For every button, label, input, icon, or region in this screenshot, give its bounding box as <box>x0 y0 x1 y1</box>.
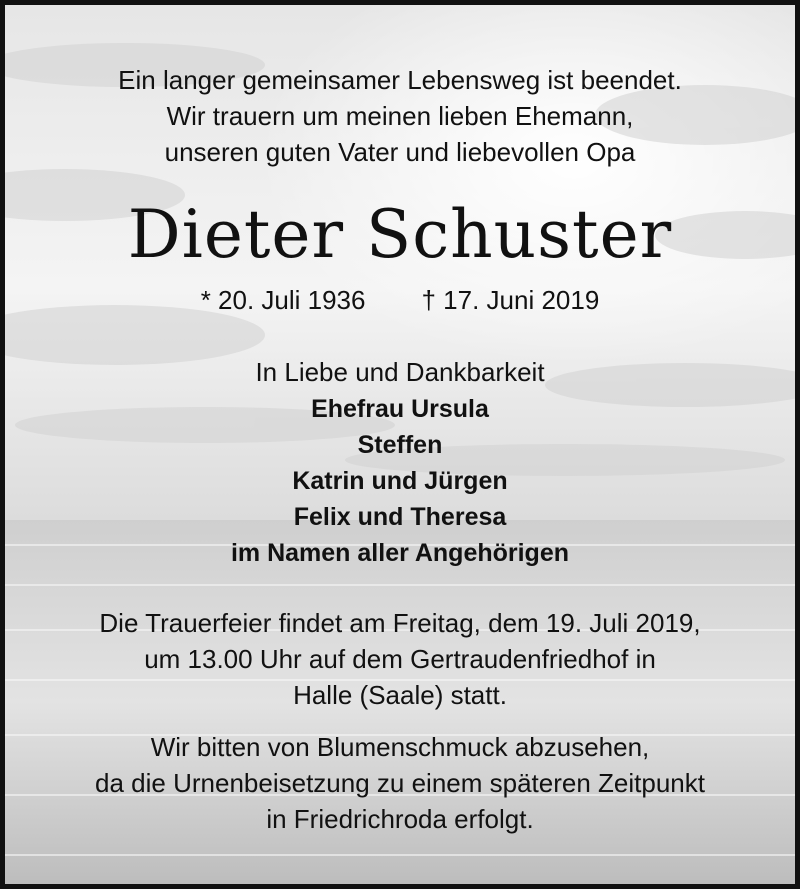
funeral-line-2: um 13.00 Uhr auf dem Gertraudenfriedhof in <box>144 644 656 674</box>
request-line-2: da die Urnenbeisetzung zu einem späteren Zeitpunkt <box>95 768 705 798</box>
funeral-line-1: Die Trauerfeier findet am Freitag, dem 19. Juli 2019, <box>99 608 701 638</box>
dedication: In Liebe und Dankbarkeit <box>255 357 545 387</box>
intro-line-2: Wir trauern um meinen lieben Ehemann, <box>166 101 634 131</box>
mourner-2: Steffen <box>357 431 443 459</box>
mourner-4: Felix und Theresa <box>293 503 507 531</box>
intro-line-1: Ein langer gemeinsamer Lebensweg ist beendet. <box>118 65 682 95</box>
request-line-3: in Friedrichroda erfolgt. <box>266 804 534 834</box>
notice-text <box>5 5 795 884</box>
life-dates <box>5 283 795 317</box>
mourner-5: im Namen aller Angehörigen <box>230 539 570 567</box>
funeral-line-3: Halle (Saale) statt. <box>293 680 507 710</box>
deceased-name: Dieter Schuster <box>127 196 673 273</box>
intro-line-3: unseren guten Vater und liebevollen Opa <box>164 137 636 167</box>
mourner-3: Katrin und Jürgen <box>292 467 508 495</box>
mourner-1: Ehefrau Ursula <box>311 395 489 423</box>
birth-date: * 20. Juli 1936 <box>200 285 366 315</box>
request-line-1: Wir bitten von Blumenschmuck abzusehen, <box>150 732 650 762</box>
death-date: † 17. Juni 2019 <box>421 285 600 315</box>
